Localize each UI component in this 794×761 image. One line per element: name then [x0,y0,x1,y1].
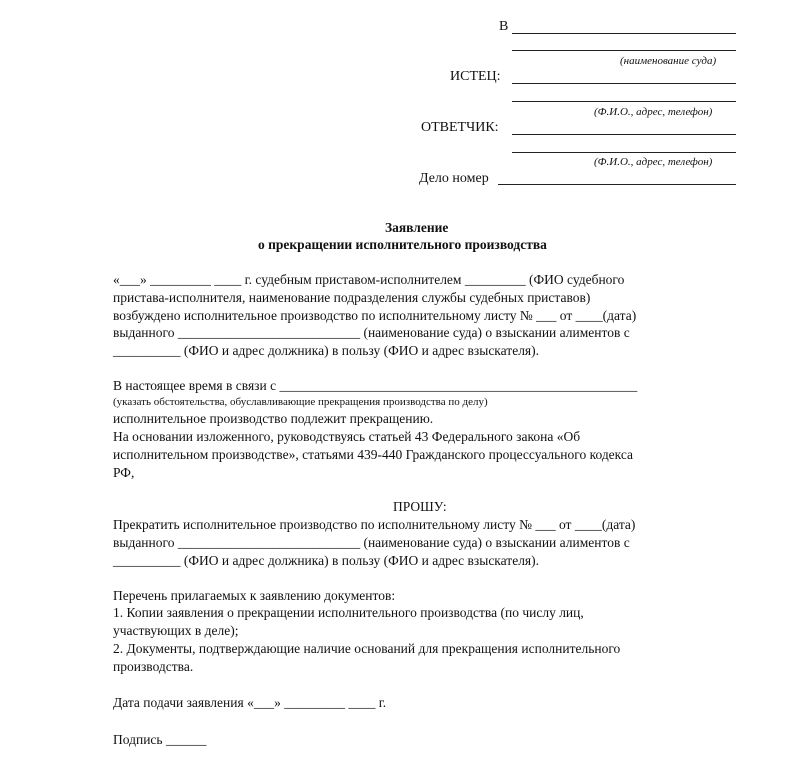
attachments-heading: Перечень прилагаемых к заявлению документов: [113,588,396,603]
body1-line: выданного ___________________________ (наименование суда) о взыскании алиментов с [113,325,630,340]
body1-line: пристава-исполнителя, наименование подразделения службы судебных приставов) [113,290,591,305]
body2-line: На основании изложенного, руководствуясь статьей 43 Федерального закона «Об [113,429,581,444]
signature-line: Подпись ______ [113,732,207,747]
plaintiff-label: ИСТЕЦ: [450,69,501,84]
defendant-line-2 [512,152,736,153]
attachment-line: участвующих в деле); [113,623,239,638]
body1-line: __________ (ФИО и адрес должника) в пользу (ФИО и адрес взыскателя). [113,343,540,358]
defendant-note: (Ф.И.О., адрес, телефон) [594,156,713,168]
attachment-line: 1. Копии заявления о прекращении исполнительного производства (по числу лиц, [113,605,584,620]
court-name-line [512,33,736,34]
attachment-line: производства. [113,659,194,674]
body1-line: «___» _________ ____ г. судебным приставом-исполнителем _________ (ФИО судебного [113,272,625,287]
body2-line: В настоящее время в связи с _____________________________________________________ [113,378,638,393]
court-prefix: В [499,19,509,34]
defendant-line [512,134,736,135]
plaintiff-note: (Ф.И.О., адрес, телефон) [594,106,713,118]
plaintiff-line-2 [512,101,736,102]
document-title: Заявление [385,220,449,235]
body2-line: РФ, [113,465,135,480]
request-heading: ПРОШУ: [393,499,447,514]
circumstances-note: (указать обстоятельства, обуславливающие прекращения производства по делу) [113,396,488,408]
body1-line: возбуждено исполнительное производство по исполнительному листу № ___ от ____(дата) [113,308,637,323]
body2-line: исполнительное производство подлежит прекращению. [113,411,434,426]
request-line: __________ (ФИО и адрес должника) в пользу (ФИО и адрес взыскателя). [113,553,540,568]
case-number-label: Дело номер [419,171,489,186]
submission-date-line: Дата подачи заявления «___» _________ ____ г. [113,695,387,710]
court-note: (наименование суда) [620,55,717,67]
request-line: выданного ___________________________ (наименование суда) о взыскании алиментов с [113,535,630,550]
document-subtitle: о прекращении исполнительного производства [258,237,547,252]
case-number-line [498,184,736,185]
court-name-line-2 [512,50,736,51]
defendant-label: ОТВЕТЧИК: [421,120,499,135]
body2-line: исполнительном производстве», статьями 439-440 Гражданского процессуального кодекса [113,447,634,462]
request-line: Прекратить исполнительное производство по исполнительному листу № ___ от ____(дата) [113,517,636,532]
attachment-line: 2. Документы, подтверждающие наличие оснований для прекращения исполнительного [113,641,621,656]
plaintiff-line [512,83,736,84]
